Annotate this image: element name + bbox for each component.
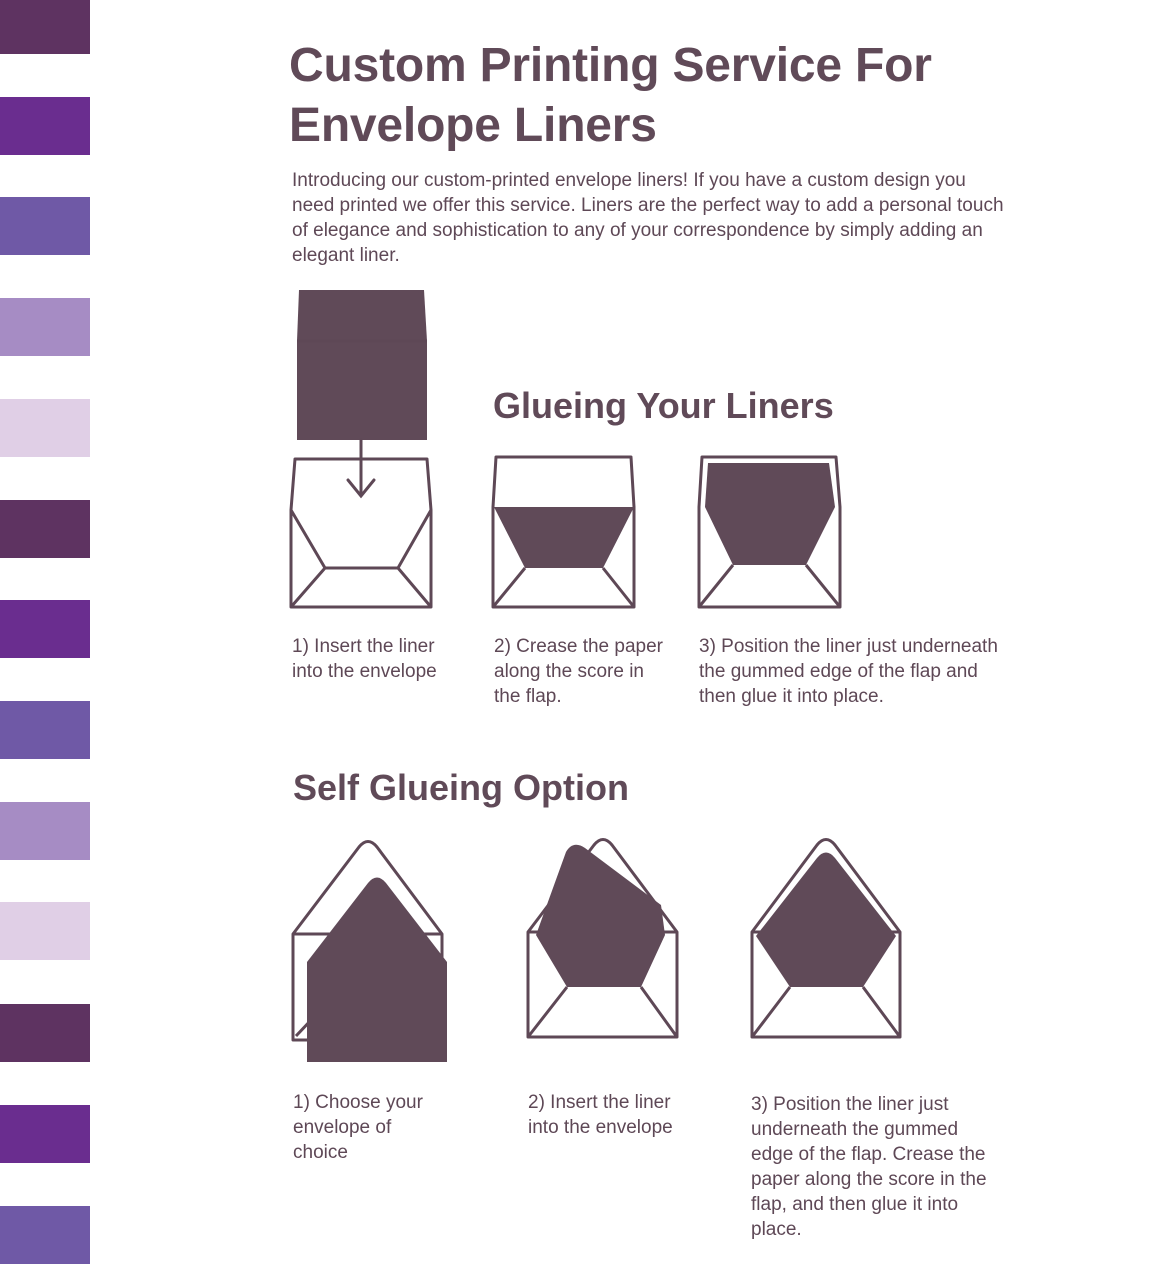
- color-swatch: [0, 802, 90, 860]
- page-title: [289, 36, 1049, 156]
- color-swatch: [0, 500, 90, 558]
- color-swatch: [0, 197, 90, 255]
- insert-liner-illustration: [286, 284, 436, 614]
- title-line-2: Envelope Liners: [289, 99, 657, 152]
- color-swatch: [0, 1004, 90, 1062]
- color-swatch: [0, 0, 90, 54]
- self-glueing-step-3: 3) Position the liner just underneath the gummed edge of the flap. Crease the paper along the score in the flap, and then glue it into place.: [751, 1094, 987, 1240]
- insert-liner-tilted-illustration: [523, 834, 683, 1044]
- self-glueing-step-2: 2) Insert the liner into the envelope: [528, 1092, 673, 1138]
- color-swatch: [0, 399, 90, 457]
- color-swatch: [0, 902, 90, 960]
- self-glueing-heading: Self Glueing Option: [293, 767, 629, 808]
- choose-envelope-illustration: [288, 836, 453, 1066]
- title-line-1: Custom Printing Service For: [289, 39, 932, 92]
- crease-liner-illustration: [488, 452, 638, 612]
- self-glueing-step-1: 1) Choose your envelope of choice: [293, 1092, 423, 1163]
- color-swatch: [0, 1206, 90, 1264]
- position-liner-illustration: [694, 452, 844, 612]
- color-swatch: [0, 1105, 90, 1163]
- color-swatch: [0, 701, 90, 759]
- color-swatch: [0, 298, 90, 356]
- glueing-step-1: 1) Insert the liner into the envelope: [292, 636, 437, 682]
- glueing-heading: Glueing Your Liners: [493, 385, 834, 426]
- position-liner-pointed-illustration: [746, 834, 906, 1044]
- color-swatch: [0, 97, 90, 155]
- glueing-step-3: 3) Position the liner just underneath the gummed edge of the flap and then glue it into place.: [699, 636, 998, 707]
- intro-paragraph: Introducing our custom-printed envelope liners! If you have a custom design you need printed we offer this service. Liners are the perfect way to add a personal touch of elegance and sophistication to any of your correspondence by simply adding an elegant liner.: [292, 170, 1004, 266]
- glueing-step-2: 2) Crease the paper along the score in the flap.: [494, 636, 663, 707]
- color-swatch: [0, 600, 90, 658]
